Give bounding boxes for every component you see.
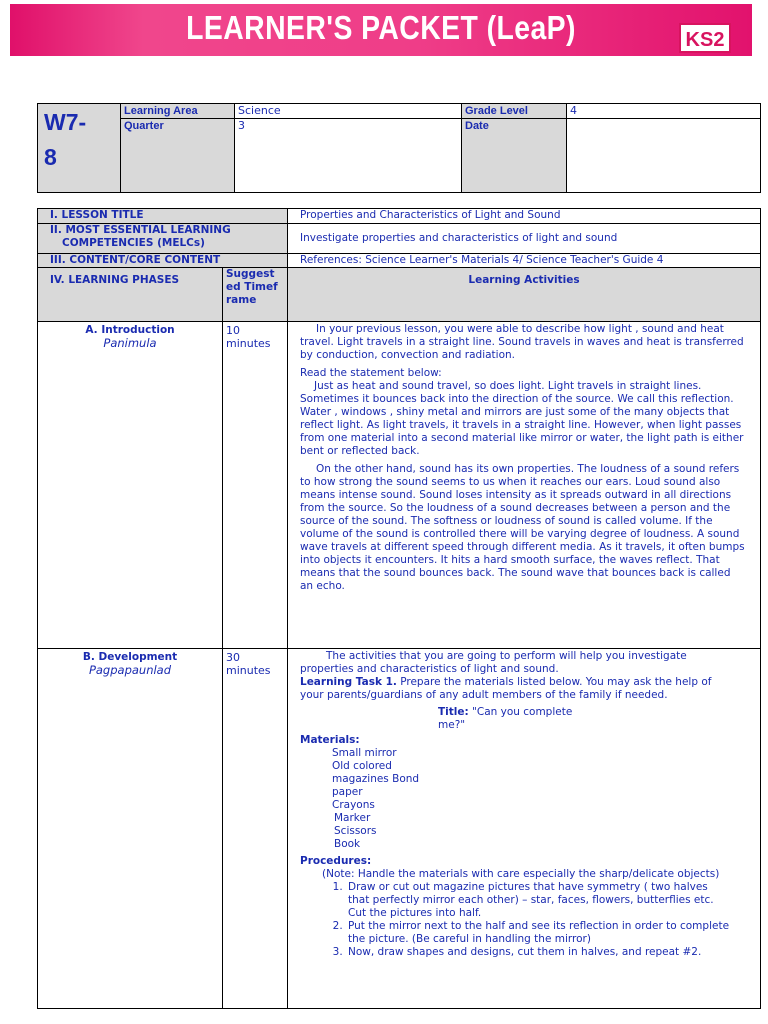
date-value[interactable] [567,119,761,193]
phases-label: IV. LEARNING PHASES [38,268,223,322]
content-label: III. CONTENT/CORE CONTENT [38,254,288,268]
lesson-table [37,208,761,1009]
title-label: Title: [438,706,469,718]
learning-area-label: Learning Area [121,104,235,119]
procedure-step: 1. Draw or cut out magazine pictures that have symmetry ( two halves that perfectly mirror each other) – star, faces, flowers, butterflies etc. Cut the pictures into half. [346,881,730,920]
info-table [37,103,761,193]
intro-time-text: 10 minutes [226,324,271,350]
material-item: Marker [334,812,371,824]
dev-time-text: 30 minutes [226,651,271,677]
melc-label-line1: II. MOST ESSENTIAL LEARNING [50,224,231,236]
intro-time [223,322,288,649]
title-text: "Can you complete me?" [438,706,573,731]
procedure-step: 2. Put the mirror next to the half and see its reflection in order to complete the picture. (Be careful in handling the mirror) [346,920,730,946]
date-label: Date [462,119,567,193]
material-item: Small mirror [332,747,397,759]
intro-paragraph-4: On the other hand, sound has its own properties. The loudness of a sound refers to how strong the sound seems to us when it reaches our ears. Loud sound also means intense sound. Sound loses intensity as it spreads outward in all directions from the source. So the loudness of a sound decreases between a person and the source of the sound. The softness or loudness of sound is called volume. If the volume of the sound is controlled there will be varying degree of loudness. A sound wave travels at different speed through different media. As it travels, it often bumps into objects it encounters. It hits a hard smooth surface, the waves reflect. That means that the sound bounces back. The sound wave that bounces back is called an echo. [300,463,745,592]
melc-label-line2: COMPETENCIES (MELCs) [62,237,205,249]
dev-time [223,649,288,1009]
grade-level-label: Grade Level [462,104,567,119]
material-item: Book [334,838,361,850]
intro-read-statement: Read the statement below: [300,367,442,379]
week-code [38,104,121,193]
procedures-label: Procedures: [300,855,372,867]
week-code-text: W7-8 [44,109,87,170]
intro-paragraph-1: In your previous lesson, you were able to describe how light , sound and heat travel. Light travels in a straight line. Sound travels in waves and heat is transferred by conduction, convection and radiation. [300,323,744,361]
ks2-badge: KS2 [679,23,731,53]
intro-paragraph-3: Sometimes it bounces back into the direction of the source. We call this reflection. Water , windows , shiny metal and mirrors are just some of the many objects that reflect light. As light travels, it travels in a straight line. However, when light passes from one material into a second material like mirror or water, the light path is either bent or reflected back. [300,393,744,457]
lesson-title-value: Properties and Characteristics of Light and Sound [288,209,761,224]
quarter-label: Quarter [121,119,235,193]
dev-activities [288,649,761,1009]
melc-label [38,224,288,254]
learning-area-value: Science [235,104,462,119]
materials-label: Materials: [300,734,360,746]
lesson-title-label: I. LESSON TITLE [38,209,288,224]
activities-label: Learning Activities [288,268,761,322]
procedures-list [300,881,730,959]
intro-activities [288,322,761,649]
dev-phase-filipino: Pagpapaunlad [88,663,172,677]
intro-phase-filipino: Panimula [103,336,157,350]
timeframe-label-text: Suggested Timeframe [226,268,278,306]
material-item: Old colored magazines Bond paper [332,760,420,798]
material-item: Scissors [334,825,377,837]
content-value: References: Science Learner's Materials 4/ Science Teacher's Guide 4 [288,254,761,268]
dev-task [300,676,730,702]
dev-phase-title: B. Development [82,651,178,663]
timeframe-label [223,268,288,322]
melc-value: Investigate properties and characteristics of light and sound [288,224,761,254]
task-text: Prepare the materials listed below. You may ask the help of your parents/guardians of any adult members of the family if needed. [300,676,712,701]
grade-level-value: 4 [567,104,761,119]
procedure-step: 3. Now, draw shapes and designs, cut them in halves, and repeat #2. [346,946,730,959]
intro-phase-title: A. Introduction [85,324,175,336]
dev-paragraph-1: The activities that you are going to perform will help you investigate properties and characteristics of light and sound. [300,650,687,675]
banner-title: LEARNER'S PACKET (LeaP) [186,9,576,46]
materials-list [300,747,442,851]
procedures-note: (Note: Handle the materials with care especially the sharp/delicate objects) [322,868,720,880]
dev-phase [38,649,223,1009]
intro-statement: Just as heat and sound travel, so does light. Light travels in straight lines. [314,380,702,392]
dev-title [438,706,588,732]
task-label: Learning Task 1. [300,676,397,688]
quarter-value: 3 [235,119,462,193]
intro-phase [38,322,223,649]
material-item: Crayons [332,799,375,811]
header-banner [10,4,752,56]
